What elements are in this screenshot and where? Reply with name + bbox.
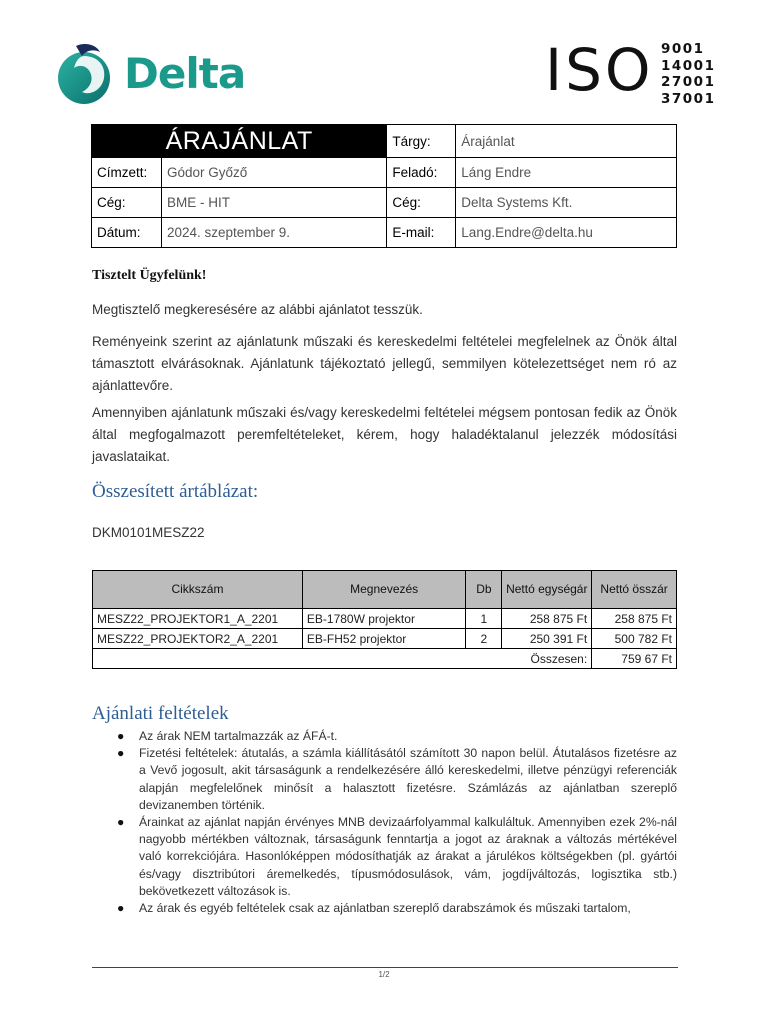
bullet-icon: ●: [117, 815, 125, 830]
paragraph-intro: Megtisztelő megkeresésére az alábbi ajánlatot tesszük.: [92, 302, 423, 317]
sku-cell: MESZ22_PROJEKTOR2_A_2201: [93, 629, 303, 649]
sender-company-label: Cég:: [387, 188, 456, 218]
date-label: Dátum:: [92, 218, 162, 248]
table-row: [93, 609, 677, 629]
iso-standard: 37001: [661, 90, 716, 107]
column-header: Nettó egységár: [502, 571, 592, 609]
recipient-value: Gódor Győző: [161, 158, 386, 188]
iso-standard: 27001: [661, 74, 716, 90]
unit-price-cell: 250 391 Ft: [502, 629, 592, 649]
company-label: Cég:: [92, 188, 162, 218]
condition-text: Árainkat az ajánlat napján érvényes MNB devizaárfolyammal kalkuláltuk. Amennyiben ezek 2%-nál nagyobb mértékben változnak, társaságunk fenntartja a jogot az áraknak a változás mértékével való korrekciójára. Hasonlóképpen módosíthatják az árakat a járulékos költségekben (pl. gyártói és/vagy disztribútori áremelkedés, típusmódosulások, vám, jogdíjváltozás, logisztika stb.) bekövetkezett változások is.: [139, 815, 677, 898]
total-price-cell: 500 782 Ft: [592, 629, 677, 649]
footer-divider: [92, 967, 678, 968]
condition-text: Az árak NEM tartalmazzák az ÁFÁ-t.: [139, 729, 338, 743]
bullet-icon: ●: [117, 746, 125, 761]
bullet-icon: ●: [117, 729, 125, 743]
condition-text: Fizetési feltételek: átutalás, a számla kiállításától számított 30 napon belül. Átutalásos fizetésre az a Vevő jogosult, akit társaságunk a rendelkezésére álló kereskedelmi, illetve pénzügyi referenciák alapján megfelelőnek minősít a halasztott fizetésre. Számlázás az ajánlatban szereplő devizanemben történik.: [139, 746, 677, 812]
list-item: [92, 900, 677, 917]
paragraph-modifications: Amennyiben ajánlatunk műszaki és/vagy kereskedelmi feltételei mégsem pontosan fedik az Önök által megfogalmazott peremfeltételeket, kérem, hogy haladéktalanul jelezzék módosítási javaslataikat.: [92, 405, 677, 464]
quantity-cell: 2: [466, 629, 502, 649]
column-header: Db: [466, 571, 502, 609]
subject-label: Tárgy:: [387, 125, 456, 158]
email-label: E-mail:: [387, 218, 456, 248]
sender-value: Láng Endre: [456, 158, 677, 188]
delta-logo-icon: [54, 40, 118, 104]
page-number: 1/2: [378, 970, 390, 979]
iso-word: ISO: [545, 36, 654, 104]
offer-info-table: [91, 124, 677, 248]
column-header: Megnevezés: [302, 571, 466, 609]
iso-certification: [545, 36, 716, 107]
conditions-heading: Ajánlati feltételek: [92, 703, 229, 724]
sku-cell: MESZ22_PROJEKTOR1_A_2201: [93, 609, 303, 629]
logo-text: Delta: [124, 49, 246, 98]
offer-code: DKM0101MESZ22: [92, 525, 205, 540]
summary-heading: Összesített ártáblázat:: [92, 481, 259, 502]
company-value: BME - HIT: [161, 188, 386, 218]
sender-label: Feladó:: [387, 158, 456, 188]
bullet-icon: ●: [117, 901, 125, 916]
unit-price-cell: 258 875 Ft: [502, 609, 592, 629]
list-item: [92, 745, 677, 814]
recipient-label: Címzett:: [92, 158, 162, 188]
iso-standard: 14001: [661, 57, 716, 74]
iso-standard: 9001: [661, 41, 705, 57]
column-header: Nettó összár: [592, 571, 677, 609]
company-logo: [54, 40, 264, 104]
document-title: ÁRAJÁNLAT: [92, 125, 387, 158]
iso-standards: [661, 41, 715, 107]
total-price-cell: 258 875 Ft: [592, 609, 677, 629]
sum-value: 759 67 Ft: [592, 649, 677, 669]
sum-label: Összesen:: [93, 649, 592, 669]
sender-company-value: Delta Systems Kft.: [456, 188, 677, 218]
date-value: 2024. szeptember 9.: [161, 218, 386, 248]
product-name-cell: EB-FH52 projektor: [302, 629, 466, 649]
product-name-cell: EB-1780W projektor: [302, 609, 466, 629]
column-header: Cikkszám: [93, 571, 303, 609]
sum-row: [93, 649, 677, 669]
email-value[interactable]: Lang.Endre@delta.hu: [456, 218, 677, 248]
quantity-cell: 1: [466, 609, 502, 629]
condition-text: Az árak és egyéb feltételek csak az ajánlatban szereplő darabszámok és műszaki tartalom,: [139, 901, 631, 916]
list-item: [92, 814, 677, 900]
conditions-list: [92, 728, 677, 917]
paragraph-expectations: Reményeink szerint az ajánlatunk műszaki és kereskedelmi feltételei megfelelnek az Önök által támasztott elvárásoknak. Ajánlatunk tájékoztató jellegű, semmilyen kötelezettséget nem ró az ajánlattevőre.: [92, 334, 677, 393]
subject-value: Árajánlat: [456, 125, 677, 158]
price-table: [92, 570, 677, 669]
list-item: [92, 728, 677, 745]
greeting: Tisztelt Ügyfelünk!: [92, 268, 207, 283]
table-row: [93, 629, 677, 649]
table-header-row: [93, 571, 677, 609]
